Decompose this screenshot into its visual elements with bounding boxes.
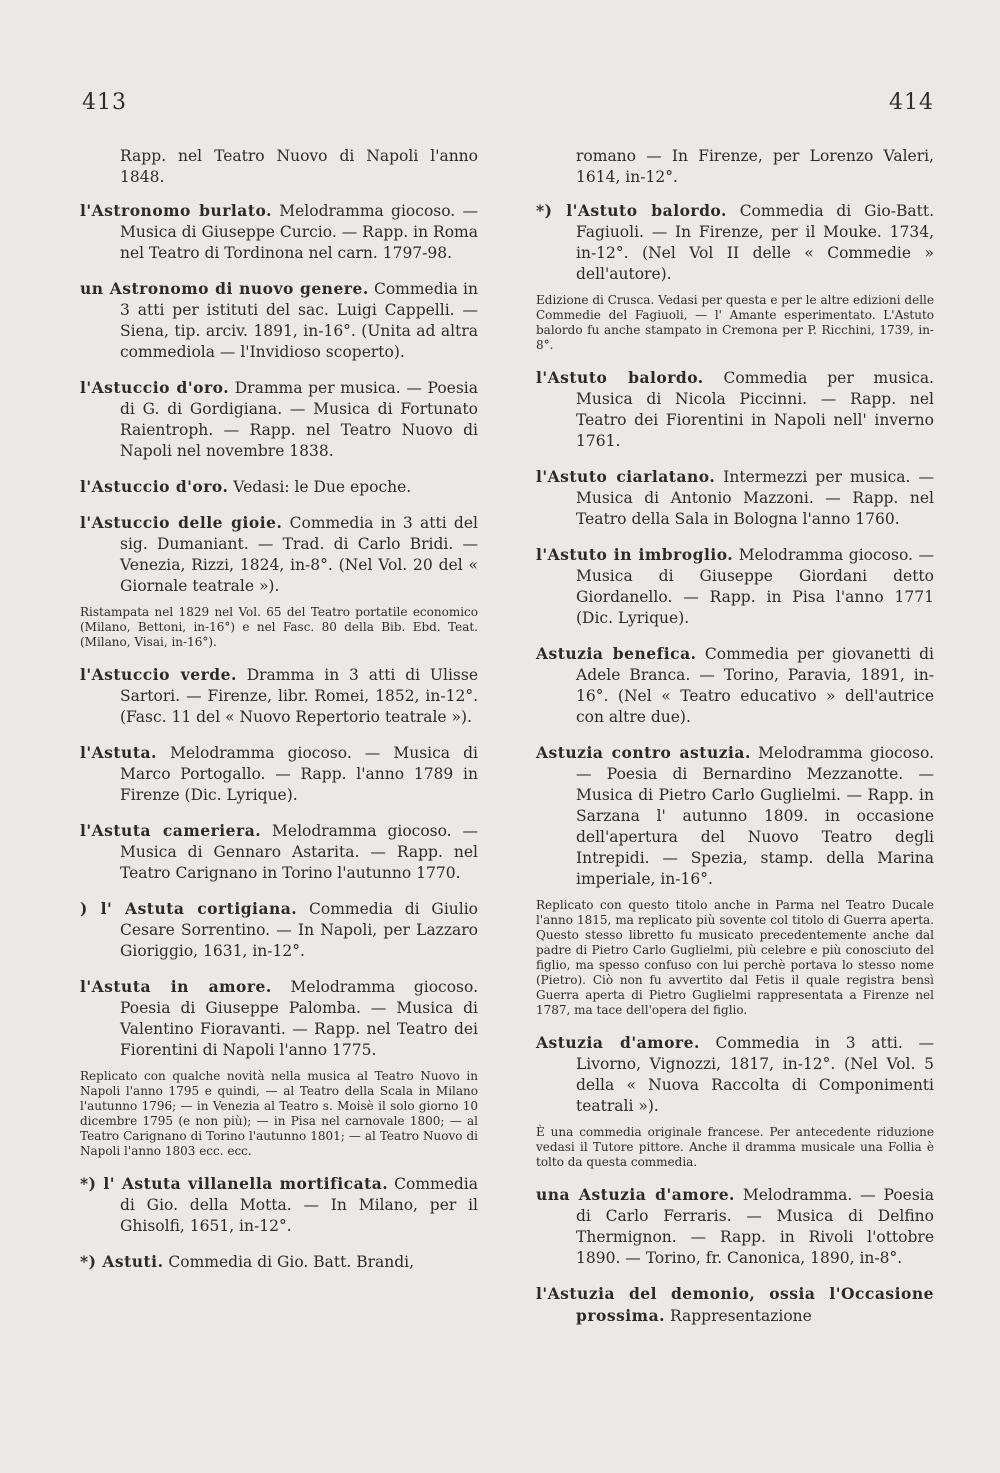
bibliographic-note: Replicato con questo titolo anche in Parma nel Teatro Ducale l'anno 1815, ma replicato più sovente col titolo di Guerra aperta. Questo stesso libretto fu musicato precedentemente anche dal padre di Pietro Carlo Guglielmi, più celebre e più conosciuto del figlio, ma spesso confuso con lui perchè portava lo stesso nome (Pietro). Ciò non fu avvertito dal Fetis il quale registra bensì Guerra aperta di Pietro Guglielmi rappresentata a Firenze nel 1787, ma tace dell'opera del figlio. xyxy=(536,898,934,1017)
entry-text: Commedia di Gio-Batt. Fagiuoli. — In Firenze, per il Mouke. 1734, in-12°. (Nel Vol II delle « Commedie » dell'autore). xyxy=(576,202,934,283)
entry-headword: ) l' Astuta cortigiana. xyxy=(80,899,298,918)
entry-headword: l'Astuccio d'oro. xyxy=(80,378,230,397)
bibliographic-note: Replicato con qualche novità nella musica al Teatro Nuovo in Napoli l'anno 1795 e quindi, — al Teatro della Scala in Milano l'autunno 1796; — in Venezia al Teatro s. Moisè il solo giorno 10 dicembre 1795 (e non più); — in Pisa nel carnovale 1800; — al Teatro Carignano di Torino l'autunno 1801; — al Teatro Nuovo di Napoli l'anno 1803 ecc. ecc. xyxy=(80,1069,478,1158)
left-column xyxy=(80,146,478,1287)
entry-headword: l'Astuta cameriera. xyxy=(80,821,262,840)
catalog-entry xyxy=(536,200,934,285)
entry-headword: l'Astuccio verde. xyxy=(80,665,237,684)
entry-text: Dramma per musica. — Poesia di G. di Gordigiana. — Musica di Fortunato Raientroph. — Rapp. nel Teatro Nuovo di Napoli nel novembre 1838. xyxy=(120,379,478,460)
entry-headword: una Astuzia d'amore. xyxy=(536,1185,735,1204)
catalog-entry xyxy=(80,512,478,597)
entry-text: Commedia di Giulio Cesare Sorrentino. — In Napoli, per Lazzaro Gioriggio, 1631, in-12°. xyxy=(120,900,478,960)
entry-headword: Astuzia contro astuzia. xyxy=(536,743,751,762)
catalog-entry xyxy=(80,278,478,363)
catalog-entry xyxy=(536,643,934,728)
catalog-entry xyxy=(80,476,478,498)
bibliographic-note: È una commedia originale francese. Per antecedente riduzione vedasi il Tutore pittore. Anche il dramma musicale una Follia è tolto da questa commedia. xyxy=(536,1125,934,1169)
bibliographic-note: Ristampata nel 1829 nel Vol. 65 del Teatro portatile economico (Milano, Bettoni, in-16°) e nel Fasc. 80 della Bib. Ebd. Teat. (Milano, Visai, in-16°). xyxy=(80,605,478,649)
bibliographic-note: Edizione di Crusca. Vedasi per questa e per le altre edizioni delle Commedie del Fagiuoli, — l' Amante esperimentato. L'Astuto balordo fu anche stampato in Cremona per P. Ricchini, 1739, in-8°. xyxy=(536,293,934,352)
entry-text: Rappresentazione xyxy=(665,1307,812,1325)
entry-text: Intermezzi per musica. — Musica di Antonio Mazzoni. — Rapp. nel Teatro della Sala in Bologna l'anno 1760. xyxy=(576,468,934,528)
entry-headword: Astuzia d'amore. xyxy=(536,1033,700,1052)
entry-text: Dramma in 3 atti di Ulisse Sartori. — Firenze, libr. Romei, 1852, in-12°. (Fasc. 11 del « Nuovo Repertorio teatrale »). xyxy=(120,666,478,726)
entry-headword: un Astronomo di nuovo genere. xyxy=(80,279,369,298)
entry-text: Melodramma giocoso. — Musica di Gennaro Astarita. — Rapp. nel Teatro Carignano in Torino l'autunno 1770. xyxy=(120,822,478,882)
entry-text: Melodramma giocoso. — Poesia di Bernardino Mezzanotte. — Musica di Pietro Carlo Guglielmi. — Rapp. in Sarzana l' autunno 1809. in occasione dell'apertura del Nuovo Teatro degli Intrepidi. — Spezia, stamp. della Marina imperiale, in-16°. xyxy=(576,744,934,888)
entry-headword: l'Astuta. xyxy=(80,743,157,762)
entry-headword: l'Astuto ciarlatano. xyxy=(536,467,716,486)
page-number-right: 414 xyxy=(889,90,934,115)
page-number-left: 413 xyxy=(82,90,127,115)
catalog-entry xyxy=(536,1283,934,1327)
entry-text: Commedia in 3 atti. — Livorno, Vignozzi, 1817, in-12°. (Nel Vol. 5 della « Nuova Raccolta di Componimenti teatrali »). xyxy=(576,1034,934,1115)
entry-headword: l'Astuccio delle gioie. xyxy=(80,513,283,532)
entry-headword: *) l'Astuto balordo. xyxy=(536,201,727,220)
entry-continuation: Rapp. nel Teatro Nuovo di Napoli l'anno 1848. xyxy=(120,147,478,186)
entry-text: Commedia per musica. Musica di Nicola Piccinni. — Rapp. nel Teatro dei Fiorentini in Napoli nell' inverno 1761. xyxy=(576,369,934,450)
entry-text: Commedia di Gio. della Motta. — In Milano, per il Ghisolfi, 1651, in-12°. xyxy=(120,1175,479,1235)
catalog-entry xyxy=(80,976,478,1061)
entry-text: Melodramma giocoso. — Musica di Giuseppe Curcio. — Rapp. in Roma nel Teatro di Tordinona nel carn. 1797-98. xyxy=(120,202,478,262)
entry-text: Melodramma giocoso. — Musica di Giuseppe Giordani detto Giordanello. — Rapp. in Pisa l'anno 1771 (Dic. Lyrique). xyxy=(576,546,934,627)
entry-headword: *) l' Astuta villanella mortificata. xyxy=(80,1174,389,1193)
entry-text: Melodramma giocoso. — Musica di Marco Portogallo. — Rapp. l'anno 1789 in Firenze (Dic. Lyrique). xyxy=(120,744,478,804)
catalog-entry xyxy=(80,377,478,462)
right-column xyxy=(536,146,934,1341)
entry-headword: l'Astuto in imbroglio. xyxy=(536,545,734,564)
entry-headword: l'Astronomo burlato. xyxy=(80,201,272,220)
catalog-entry xyxy=(80,1251,478,1273)
entry-headword: *) Astuti. xyxy=(80,1252,164,1271)
catalog-entry xyxy=(80,742,478,806)
entry-text: Commedia in 3 atti per istituti del sac. Luigi Cappelli. — Siena, tip. arciv. 1891, in-16°. (Unita ad altra commediola — l'Invidioso scoperto). xyxy=(120,280,478,361)
entry-continuation: romano — In Firenze, per Lorenzo Valeri, 1614, in-12°. xyxy=(576,147,934,186)
entry-headword: Astuzia benefica. xyxy=(536,644,697,663)
catalog-entry xyxy=(536,1032,934,1117)
catalog-entry xyxy=(536,1184,934,1269)
entry-text: Commedia in 3 atti del sig. Dumaniant. — Trad. di Carlo Bridi. — Venezia, Rizzi, 1824, in-8°. (Nel Vol. 20 del « Giornale teatrale »). xyxy=(120,514,478,595)
catalog-entry xyxy=(80,200,478,264)
entry-headword: l'Astuccio d'oro. xyxy=(80,477,229,496)
entry-headword: l'Astuta in amore. xyxy=(80,977,272,996)
catalog-entry xyxy=(80,1173,478,1237)
entry-text: Melodramma giocoso. Poesia di Giuseppe Palomba. — Musica di Valentino Fioravanti. — Rapp. nel Teatro dei Fiorentini di Napoli l'anno 1775. xyxy=(120,978,478,1059)
entry-headword: l'Astuzia del demonio, ossia l'Occasione prossima. xyxy=(536,1284,934,1325)
catalog-entry xyxy=(80,664,478,728)
entry-text: Melodramma. — Poesia di Carlo Ferraris. — Musica di Delfino Thermignon. — Rapp. in Rivoli l'ottobre 1890. — Torino, fr. Canonica, 1890, in-8°. xyxy=(576,1186,934,1267)
catalog-entry xyxy=(536,544,934,629)
catalog-entry xyxy=(80,820,478,884)
catalog-entry xyxy=(536,367,934,452)
catalog-entry xyxy=(80,898,478,962)
catalog-entry xyxy=(536,466,934,530)
entry-text: Commedia di Gio. Batt. Brandi, xyxy=(163,1253,415,1271)
entry-text: Vedasi: le Due epoche. xyxy=(228,478,412,496)
catalog-entry xyxy=(536,742,934,890)
entry-headword: l'Astuto balordo. xyxy=(536,368,704,387)
entry-text: Commedia per giovanetti di Adele Branca. — Torino, Paravia, 1891, in-16°. (Nel « Teatro educativo » dell'autrice con altre due). xyxy=(576,645,934,726)
